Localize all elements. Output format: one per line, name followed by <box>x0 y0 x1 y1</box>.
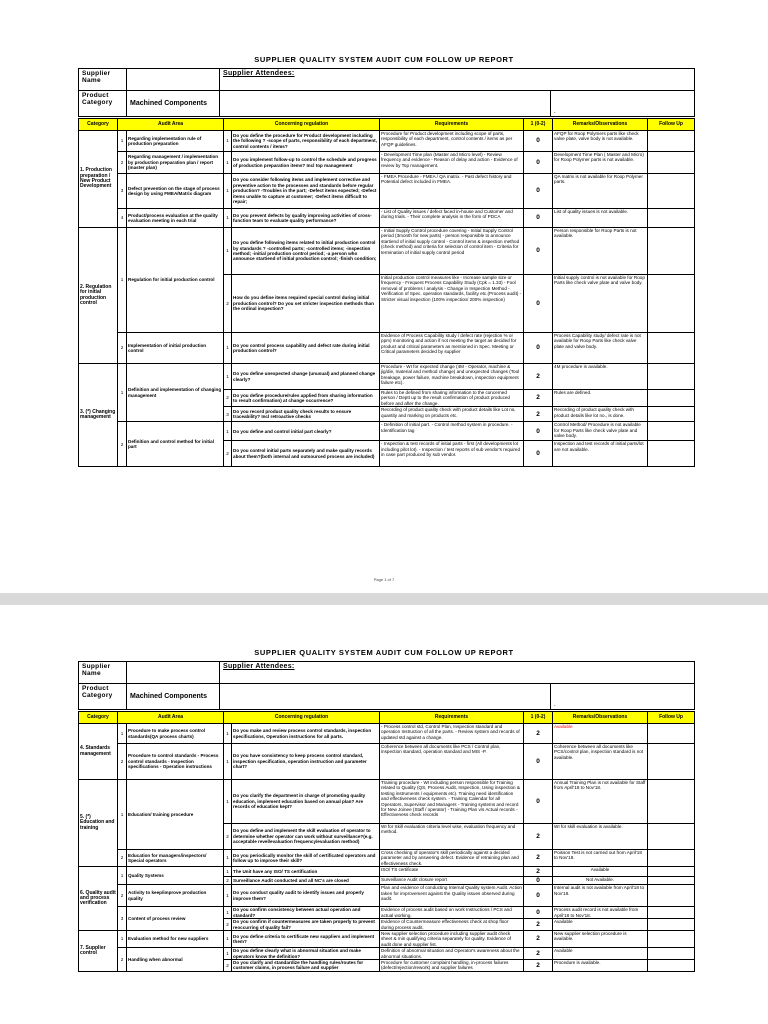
follow-up-cell <box>648 209 695 228</box>
remarks-cell: Internal audit is not available from April'18 to Nov'18. <box>553 885 648 907</box>
score-cell: 0 <box>524 228 553 275</box>
regulation-cell: Do you define procedure/rules applied from sharing information to result confirmation) at change occurrence? <box>232 390 380 407</box>
regulation-number: 1 <box>224 850 232 867</box>
audit-area-cell: Definition and control method for initial part <box>127 422 224 467</box>
requirements-cell: Procedure for customer complaint handling, in-process failures (defect/rejection/rework) and supplier failures <box>380 960 524 972</box>
follow-up-cell <box>648 390 695 407</box>
regulation-number: 1 <box>224 744 232 780</box>
requirements-cell: Cross checking of operator's skill periodically against a decided parameter and by answering defect. Evidence of retraining plan and effectiveness check. <box>380 850 524 867</box>
regulation-cell: Do you clarify the department in charge of promoting quality education, implement education based on annual plan? Are records of education kept? <box>232 780 380 824</box>
audit-row <box>79 907 695 919</box>
regulation-cell: Do you clarify and standardize the handling rules/routes for customer claims, in process failure and supplier <box>232 960 380 972</box>
audit-row <box>79 228 695 275</box>
remarks-cell: List of quality issues is not available. <box>553 209 648 228</box>
category-cell: 3. (*) Changing management <box>79 364 118 467</box>
audit-area-cell: Procedure to make process control standards(QA process charts) <box>127 724 224 744</box>
regulation-cell: Do you define criteria to certificate new suppliers and implement them? <box>232 931 380 948</box>
score-cell: 2 <box>524 960 553 972</box>
audit-row <box>79 744 695 780</box>
follow-up-cell <box>648 422 695 441</box>
audit-row <box>79 948 695 960</box>
score-cell: 2 <box>524 824 553 850</box>
audit-area-cell: Education/ training procedure <box>127 780 224 850</box>
follow-up-cell <box>648 867 695 877</box>
audit-row <box>79 364 695 390</box>
score-cell: 2 <box>524 407 553 422</box>
remarks-cell: Development Time Plan ( Master and Micro) for Roop Polymer parts is not available. <box>553 152 648 174</box>
regulation-cell: The Unit have any ISO/ TS certification <box>232 867 380 877</box>
score-cell: 2 <box>524 931 553 948</box>
remarks-cell: Recording of product quality check with product details like lot no., is done. <box>553 407 648 422</box>
regulation-cell: Do you periodically monitor the skill of certificated operators and follow up to improve their skill? <box>232 850 380 867</box>
product-category-label: Product Category <box>79 684 127 710</box>
category-cell: 7. Supplier control <box>79 931 118 972</box>
requirements-cell: Rules to be defined from sharing information to the concerned person / Deptt up to the result confirmation of product produced before and after the change. <box>380 390 524 407</box>
follow-up-cell <box>648 824 695 850</box>
remarks-cell: 4M procedure is available. <box>553 364 648 390</box>
follow-up-cell <box>648 931 695 948</box>
area-number: 2 <box>118 744 127 780</box>
requirements-cell: Coherence between all documents like PCS / Control plan, inspection standard, operation standard and MIS -P. <box>380 744 524 780</box>
requirements-cell: Training procedure - WI including person responsible for Training related to Quality (QS, Process Audit, Inspection, Using inspection & testing instruments / equipments etc). Training need identification and effectiveness check system. - Training Calendar for all Operators, Supervisor and Managers - Training systems and record for New Joinee (Staff / operator) - Training Plan v/s Actual records - Effectiveness check records <box>380 780 524 824</box>
score-cell: 2 <box>524 919 553 931</box>
category-cell: 1. Production preparation / New Product Development <box>79 131 118 228</box>
follow-up-cell <box>648 919 695 931</box>
regulation-cell: Do you prevent defects by quality improving activities of cross-function team to evaluate quality performance? <box>232 209 380 228</box>
follow-up-cell <box>648 407 695 422</box>
score-cell: 0 <box>524 131 553 152</box>
score-cell: 0 <box>524 877 553 885</box>
regulation-cell: Do you define the procedure for Product development including the following ? -scope of parts, responsibility of each department, control contents / items? <box>232 131 380 152</box>
regulation-number: 1 <box>224 907 232 919</box>
score-cell: 0 <box>524 744 553 780</box>
audit-area-cell: Product/process evaluation at the quality evaluation meeting in each trial <box>127 209 224 228</box>
regulation-number: 1 <box>224 228 232 275</box>
area-number: 3 <box>118 174 127 209</box>
audit-area-cell: Activity to keep/improve production quality <box>127 885 224 907</box>
score-cell: 0 <box>524 209 553 228</box>
regulation-cell: Do you define clearly what is abnormal situation and make operators know the definition? <box>232 948 380 960</box>
follow-up-cell <box>648 948 695 960</box>
regulation-cell: Do you confirm consistency between actual operation and standard? <box>232 907 380 919</box>
audit-area-cell: Implementation of initial production control <box>127 333 224 364</box>
attendees-blank <box>220 91 551 117</box>
regulation-number: 1 <box>224 948 232 960</box>
follow-up-cell <box>648 907 695 919</box>
audit-row <box>79 131 695 152</box>
audit-row <box>79 174 695 209</box>
regulation-header: Concerning regulation <box>224 712 380 724</box>
score-header: 1 (0-2) <box>524 712 553 724</box>
regulation-cell: Do you make and review process control standards, inspection specifications, Operation instructions for all parts. <box>232 724 380 744</box>
regulation-cell: Do you consider following items and implement corrective and preventive action to the processes and standards before regular production? -Troubles in the part; -Defect items expected; -Defect items unable to capture at customer; -Defect items difficult to repair; <box>232 174 380 209</box>
requirements-cell: Evidence of process audit based on work Instructions / PCS and actual working. <box>380 907 524 919</box>
regulation-cell: Do you define unexpected change (unusual) and planned change clearly? <box>232 364 380 390</box>
regulation-number: 2 <box>224 919 232 931</box>
follow-up-header: Follow Up <box>648 119 695 131</box>
follow-up-cell <box>648 333 695 364</box>
regulation-number: 3 <box>224 407 232 422</box>
audit-area-cell: Regarding implementation rule of production preparation <box>127 131 224 152</box>
category-header: Category <box>79 712 118 724</box>
score-cell: 2 <box>524 948 553 960</box>
attendees-blank <box>220 684 551 710</box>
score-cell: 0 <box>524 885 553 907</box>
audit-area-header: Audit Area <box>118 712 224 724</box>
remarks-header: Remarks/Observations <box>553 119 648 131</box>
remarks-cell: Rules are defined. <box>553 390 648 407</box>
follow-up-cell <box>648 850 695 867</box>
requirements-cell: - Process control std, Control Plan, Inspection standard and operation Instruction of all the parts. - Review system and records of updated std against a change. <box>380 724 524 744</box>
requirements-cell: - List of Quality issues / defect faced in-house and Customer and during trials. - Their complete analysis in the form of PDCA <box>380 209 524 228</box>
regulation-number: 2 <box>224 824 232 850</box>
supplier-name-label: Supplier Name <box>79 69 127 91</box>
area-number: 3 <box>118 907 127 931</box>
audit-row <box>79 333 695 364</box>
area-number: 1 <box>118 228 127 333</box>
regulation-cell: How do you define items required special control during initial production control? Do you set stricter inspection methods than the ordinal inspection? <box>232 275 380 333</box>
audit-area-cell: Quality Systems <box>127 867 224 885</box>
score-cell: 0 <box>524 152 553 174</box>
supplier-attendees-label: Supplier Attendees: <box>220 69 695 91</box>
supplier-attendees-label: Supplier Attendees: <box>220 662 695 684</box>
score-cell: 0 <box>524 907 553 919</box>
regulation-number: 1 <box>224 931 232 948</box>
audit-row <box>79 931 695 948</box>
regulation-cell: Do you conduct quality audit to identify issues and properly improve them? <box>232 885 380 907</box>
audit-row <box>79 780 695 824</box>
attendees-dot: . <box>551 684 695 710</box>
requirements-cell: Evidence of Countermeasure effectiveness check at shop floor during process audit. <box>380 919 524 931</box>
remarks-cell: Available <box>553 867 648 877</box>
score-cell: 0 <box>524 780 553 824</box>
regulation-cell: Do you have consistency to keep process control standard, inspection specification, operation instruction and parameter chart? <box>232 744 380 780</box>
supplier-name-value <box>127 662 220 684</box>
remarks-cell: Inspection and test records of initial parts/lot are not available. <box>553 441 648 467</box>
regulation-number: 1 <box>224 780 232 824</box>
audit-row <box>79 209 695 228</box>
requirements-cell: Plan and evidence of conducting Internal Quality system Audit. Action taken for improvement against the Quality issues observed during audit. <box>380 885 524 907</box>
attendees-dot: . <box>551 91 695 117</box>
remarks-cell: Available <box>553 948 648 960</box>
regulation-number: 1 <box>224 333 232 364</box>
regulation-cell: Do you implement follow-up to control the schedule and progress of production preparation items? Incl top management <box>232 152 380 174</box>
follow-up-cell <box>648 131 695 152</box>
product-category-value: Machined Components <box>127 684 220 710</box>
remarks-cell: Control Method/ Procedure is not available for Roop Parts like check valve plate and valve body. <box>553 422 648 441</box>
regulation-number: 2 <box>224 275 232 333</box>
area-number: 2 <box>118 948 127 972</box>
remarks-cell: Available <box>553 724 648 744</box>
audit-row <box>79 850 695 867</box>
regulation-cell: Do you define and implement the skill evaluation of operator to determine whether operator can work without surveillance?(e.g. acceptable revel/evaluation frequency/evaluation method) <box>232 824 380 850</box>
category-cell: 2. Regulation for initial production control <box>79 228 118 364</box>
regulation-number: 1 <box>224 364 232 390</box>
audit-area-cell: Definition and implementation of changing management <box>127 364 224 422</box>
remarks-cell: New supplier selection procedure is available. <box>553 931 648 948</box>
requirements-cell: Procedure for Product development including scope of parts, responsibility of each department, control contents / items as per AFQP guidelines. <box>380 131 524 152</box>
regulation-cell: Do you control process capability and defect rate during initial production control? <box>232 333 380 364</box>
regulation-number: 2 <box>224 960 232 972</box>
supplier-name-value <box>127 69 220 91</box>
report-title: SUPPLIER QUALITY SYSTEM AUDIT CUM FOLLOW UP REPORT <box>254 648 514 657</box>
remarks-cell: Initial supply control is not available for Roop Parts like check valve plate and valve body. <box>553 275 648 333</box>
remarks-header: Remarks/Observations <box>553 712 648 724</box>
area-number: 4 <box>118 209 127 228</box>
header-row <box>79 712 695 724</box>
area-number: 1 <box>118 867 127 885</box>
audit-area-header: Audit Area <box>118 119 224 131</box>
remarks-cell: WI for skill evaluation is available. <box>553 824 648 850</box>
regulation-number: 1 <box>224 422 232 441</box>
category-cell: 4. Standards management <box>79 724 118 780</box>
follow-up-cell <box>648 152 695 174</box>
audit-area-cell: Regarding management / implementation by production preparation plan / report (master plan) <box>127 152 224 174</box>
audit-area-cell: Content of process review <box>127 907 224 931</box>
area-number: 2 <box>118 850 127 867</box>
regulation-number: 1 <box>224 885 232 907</box>
requirements-cell: Surveillance Audit closure report <box>380 877 524 885</box>
supplier-info-table <box>78 661 695 710</box>
requirements-cell: Initial production control measures like - Increase sample size or frequency - Frequent Process Capability Study (Cpk = 1.33) - Fool removal of problems / analysis - Change in Inspection Method - Verification of Spec. operation standards, facility etc.(Process audit) - Stricter visual inspection (100% inspection/ 200% inspection) <box>380 275 524 333</box>
regulation-cell: Do you control initial parts separately and make quality records about them?(both internal and outsourced process are included) <box>232 441 380 467</box>
audit-row <box>79 152 695 174</box>
area-number: 1 <box>118 364 127 422</box>
regulation-number: 1 <box>224 174 232 209</box>
audit-table-page-2 <box>78 711 695 972</box>
follow-up-cell <box>648 228 695 275</box>
category-cell: 5. (*) Education and training <box>79 780 118 867</box>
remarks-cell: Process Capability study/ defect rate is not available for Roop Parts like check valve plate and valve body. <box>553 333 648 364</box>
area-number: 2 <box>118 333 127 364</box>
requirements-cell: Definition of abnormal situation and Operator's awareness about the abnormal situations. <box>380 948 524 960</box>
score-cell: 0 <box>524 333 553 364</box>
area-number: 1 <box>118 931 127 948</box>
product-category-value: Machined Components <box>127 91 220 117</box>
audit-area-cell: Regulation for initial production control <box>127 228 224 333</box>
regulation-number: 2 <box>224 877 232 885</box>
regulation-number: 1 <box>224 867 232 877</box>
remarks-cell: QA matrix is not available for Roop Polymer parts. <box>553 174 648 209</box>
requirements-header: Requirements <box>380 119 524 131</box>
area-number: 2 <box>118 422 127 467</box>
area-number: 1 <box>118 724 127 744</box>
regulation-header: Concerning regulation <box>224 119 380 131</box>
requirements-cell: Procedure - WI for expected change (4M - Operator, machine & jig/die, material and method change) and unexpected changes (Tool breakage, power failure, machine breakdown, inspection equipment failure etc). <box>380 364 524 390</box>
category-cell: 6. Quality audit and process verification <box>79 867 118 931</box>
follow-up-header: Follow Up <box>648 712 695 724</box>
audit-area-cell: Handling when abnormal <box>127 948 224 972</box>
audit-area-cell: Education for managers/inspectors/ Special operators <box>127 850 224 867</box>
follow-up-cell <box>648 275 695 333</box>
audit-row <box>79 422 695 441</box>
requirements-cell: WI for Skill evaluation criteria level wise, evaluation frequency and method. <box>380 824 524 850</box>
supplier-info-table <box>78 68 695 117</box>
regulation-cell: Surveillance Audit conducted and all NC's are closed <box>232 877 380 885</box>
follow-up-cell <box>648 441 695 467</box>
page-footer: Page 1 of 7 <box>373 577 395 582</box>
regulation-number: 2 <box>224 390 232 407</box>
score-header: 1 (0-2) <box>524 119 553 131</box>
follow-up-cell <box>648 364 695 390</box>
score-cell: 0 <box>524 441 553 467</box>
requirements-cell: - Initial Supply Control procedure covering - Initial Supply Control period (3month for new parts) - person responsible to announce startiend of initial supply control - Control items & inspection method (check method) and criteria for selection of control item - Criteria for termination of initial supply control period <box>380 228 524 275</box>
regulation-number: 1 <box>224 152 232 174</box>
supplier-name-label: Supplier Name <box>79 662 127 684</box>
score-cell: 0 <box>524 174 553 209</box>
remarks-cell: Available <box>553 919 648 931</box>
requirements-cell: New supplier selection procedure including supplier audit check sheet & min qualifying criteria separately for quality. Evidence of audit done and supplier list. <box>380 931 524 948</box>
regulation-number: 1 <box>224 209 232 228</box>
score-cell: 2 <box>524 850 553 867</box>
follow-up-cell <box>648 724 695 744</box>
follow-up-cell <box>648 960 695 972</box>
follow-up-cell <box>648 780 695 824</box>
follow-up-cell <box>648 877 695 885</box>
score-cell: 2 <box>524 724 553 744</box>
follow-up-cell <box>648 174 695 209</box>
area-number: 1 <box>118 131 127 152</box>
area-number: 1 <box>118 780 127 850</box>
remarks-cell: AFQP for Roop Polymers parts like check valve plate, valve body is not available. <box>553 131 648 152</box>
requirements-cell: Recording of product quality check with product details like Lot no, quantity and marking on products etc. <box>380 407 524 422</box>
requirements-cell: ISO/ TS certificate <box>380 867 524 877</box>
remarks-cell: Poisson Test is not carried out from April'18 to Nov'18. <box>553 850 648 867</box>
regulation-cell: Do you record product quality check results to ensure traceability? Incl retroactive checks <box>232 407 380 422</box>
regulation-cell: Do you confirm if countermeasures are taken properly to prevent reoccurring of quality fail? <box>232 919 380 931</box>
report-title: SUPPLIER QUALITY SYSTEM AUDIT CUM FOLLOW UP REPORT <box>254 55 514 64</box>
requirements-header: Requirements <box>380 712 524 724</box>
requirements-cell: Evidence of Process Capability study / defect rate (rejection % or ppm) monitoring and action if not meeting the target as decided for product and critical parameters as mentioned in Spec. Meeting or Critical parameters decided by supplier <box>380 333 524 364</box>
area-number: 2 <box>118 885 127 907</box>
audit-row <box>79 867 695 877</box>
score-cell: 2 <box>524 390 553 407</box>
score-cell: 0 <box>524 275 553 333</box>
requirements-cell: - FMEA Procedure - FMEA / QA matrix. - Past defect history and Potential defect included in FMEA. <box>380 174 524 209</box>
regulation-number: 1 <box>224 131 232 152</box>
remarks-cell: Not Available. <box>553 877 648 885</box>
score-cell: 2 <box>524 364 553 390</box>
report-page-2 <box>0 605 768 1024</box>
regulation-number: 2 <box>224 441 232 467</box>
regulation-cell: Do you define following items related to initial production control by standards ? -controlled parts; -controlled items; -inspection method; -initial production control period; -a person who announce startiend of initial production control; -finish condition; <box>232 228 380 275</box>
header-row <box>79 119 695 131</box>
requirements-cell: - Inspection & test records of initial parts - first (All developments lot including pilot lot). - Inspection / test reports of sub vendor's required in case part produced by sub vendor. <box>380 441 524 467</box>
regulation-cell: Do you define and control initial part clearly? <box>232 422 380 441</box>
remarks-cell: Process audit record is not available from April'18 to Nov'18. <box>553 907 648 919</box>
audit-area-cell: Defect prevention on the stage of process design by using FMEA/Matrix diagram <box>127 174 224 209</box>
follow-up-cell <box>648 744 695 780</box>
category-header: Category <box>79 119 118 131</box>
area-number: 2 <box>118 152 127 174</box>
audit-row <box>79 724 695 744</box>
audit-area-cell: Evaluation method for new suppliers <box>127 931 224 948</box>
score-cell: 2 <box>524 867 553 877</box>
product-category-label: Product Category <box>79 91 127 117</box>
remarks-cell: Coherence between all documents like PCS/control plan, inspection standard is not available. <box>553 744 648 780</box>
audit-row <box>79 885 695 907</box>
remarks-cell: Procedure is available. <box>553 960 648 972</box>
follow-up-cell <box>648 885 695 907</box>
remarks-cell: Annual Training Plan is not available for Staff from April'18 to Nov'18. <box>553 780 648 824</box>
requirements-cell: - Development Time plan (Master and Micro level) - Review frequency and evidence - Reason of delay and action - Evidence of review by Top management. <box>380 152 524 174</box>
regulation-number: 1 <box>224 724 232 744</box>
remarks-cell: Person responsible for Roop Parts is not available. <box>553 228 648 275</box>
score-cell: 0 <box>524 422 553 441</box>
audit-area-cell: Procedure to control standards - Process control standards - Inspection specifications - Operation instructions <box>127 744 224 780</box>
audit-table-page-1 <box>78 118 695 467</box>
requirements-cell: - Definition of initial part. - Control method system in procedure. - Identification tag <box>380 422 524 441</box>
